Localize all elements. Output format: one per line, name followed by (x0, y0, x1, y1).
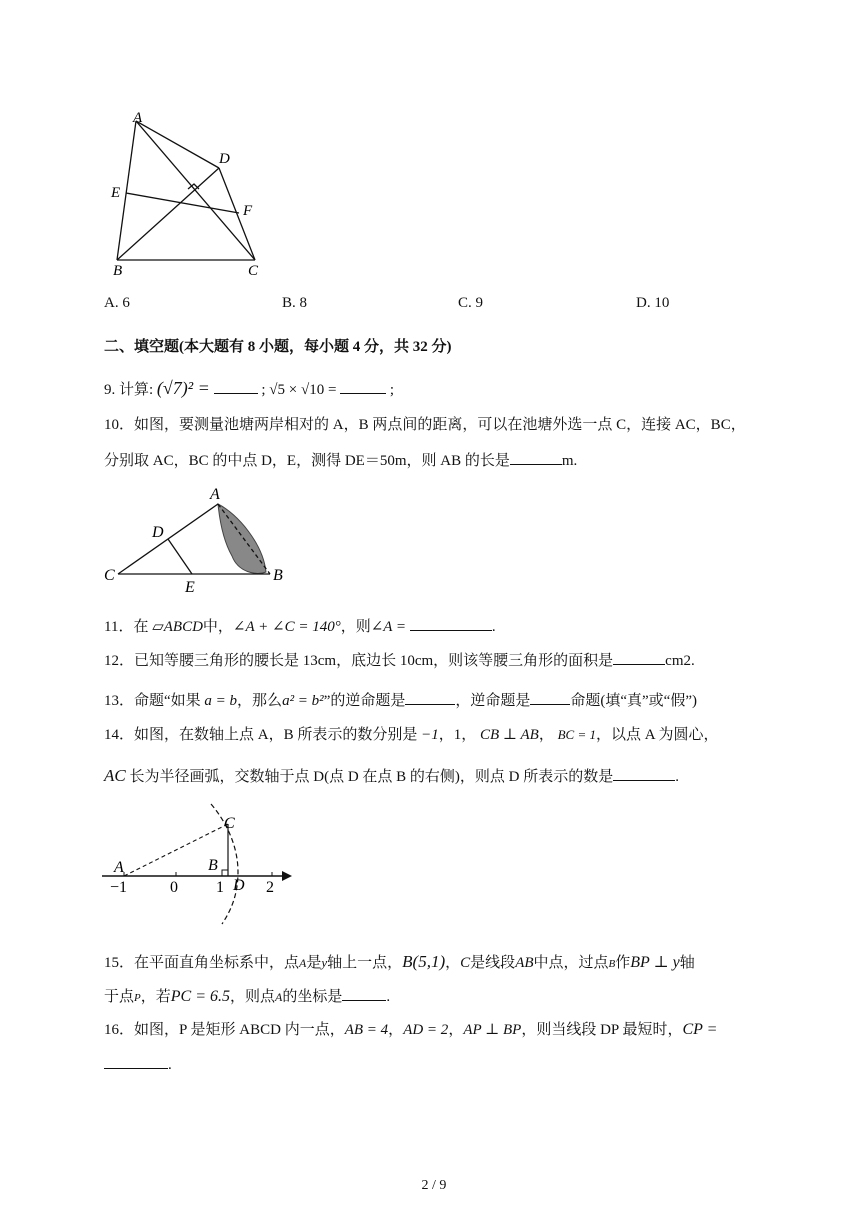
fig10-label-d: D (152, 524, 164, 541)
fig10-label-b: B (273, 567, 283, 584)
q16-perpendicular: AP ⊥ BP (463, 1022, 522, 1038)
q15-point-a: A (299, 956, 307, 970)
fig14-label-c: C (224, 815, 235, 832)
q9-expression-2: √5 × √10 = (269, 382, 337, 398)
q15-y-axis: y (321, 955, 328, 970)
q13-text-2: ，那么 (237, 693, 283, 709)
q16-blank (104, 1054, 168, 1069)
q13-text-3: ”的逆命题是 (323, 693, 406, 709)
q10-blank (510, 450, 562, 465)
q13-condition: a = b (204, 693, 238, 709)
q14-ac: AC (104, 766, 126, 785)
q14-number-line-figure (98, 800, 308, 930)
q15-point-a-small: A (275, 990, 283, 1004)
q11-angle-a: ∠A = (370, 619, 407, 635)
q16-ad-length: AD = 2 (403, 1022, 449, 1038)
q13-conclusion: a² = b² (282, 693, 324, 709)
fig14-label-b: B (208, 857, 218, 874)
q10-text: 分别取 AC，BC 的中点 D，E，测得 DE＝50m，则 AB 的长是 (104, 453, 510, 469)
question-9 (104, 378, 394, 400)
q14-text-1: 14．如图，在数轴上点 A，B 所表示的数分别是 (104, 727, 418, 743)
q15-perpendicular: BP ⊥ y (630, 954, 680, 971)
page-number: 2 / 9 (421, 1178, 447, 1193)
q10-line-2 (104, 450, 577, 470)
q10-pond-figure (98, 484, 298, 594)
q11-angle-sum: ∠A + ∠C = 140° (232, 619, 341, 635)
fig14-tick-minus-1: −1 (110, 879, 128, 896)
q9-separator: ; (261, 382, 266, 398)
q9-number: 9. 计算: (104, 382, 154, 398)
q9-end: ; (389, 382, 395, 398)
question-11 (104, 616, 496, 636)
fig8-label-f: F (243, 203, 253, 219)
q15-text-10: ，则点 (230, 989, 276, 1005)
q13-text-4: ，逆命题是 (455, 693, 531, 709)
q8-option-d: D. 10 (636, 295, 670, 311)
q9-blank-2 (340, 379, 386, 394)
q11-text-1: 11．在 (104, 619, 149, 635)
fig10-label-c: C (104, 567, 115, 584)
q14-line-2 (104, 766, 679, 786)
q8-quadrilateral-figure (100, 105, 280, 280)
q11-end: . (491, 619, 496, 635)
q15-point-b: B(5,1) (402, 952, 446, 971)
question-13 (104, 690, 697, 710)
q15-text-8: 于点 (104, 989, 135, 1005)
q13-text-1: 13．命题“如果 (104, 693, 201, 709)
q15-end: . (386, 989, 391, 1005)
q15-text-7: 轴 (679, 955, 695, 971)
q15-text-5: 中点，过点 (533, 955, 609, 971)
q14-text-3: ，以点 A 为圆心， (595, 727, 719, 743)
q15-text-2: 是 (306, 955, 322, 971)
q16-text-1: 16．如图，P 是矩形 ABCD 内一点， (104, 1022, 345, 1038)
q16-ab-length: AB = 4 (344, 1022, 389, 1038)
q15-point-p: P (134, 992, 141, 1004)
fig10-label-e: E (185, 579, 195, 594)
fig14-tick-0: 0 (170, 879, 178, 896)
q10-unit: m. (561, 453, 578, 469)
q15-point-b-small: B (608, 958, 616, 970)
q16-line-2 (104, 1054, 172, 1074)
q10-line-1: 10．如图，要测量池塘两岸相对的 A，B 两点间的距离，可以在池塘外选一点 C，连接 AC，BC， (104, 417, 746, 433)
fig8-label-b: B (113, 263, 123, 279)
q12-blank (613, 650, 665, 665)
q15-text-4: 是线段 (470, 955, 516, 971)
q14-blank (613, 766, 675, 781)
q15-blank (342, 986, 386, 1001)
q15-text-9: ，若 (140, 989, 171, 1005)
q15-point-c: C (460, 955, 471, 971)
q13-blank-2 (530, 690, 570, 705)
q15-pc-length: PC = 6.5 (170, 988, 231, 1005)
q8-option-b: B. 8 (282, 295, 308, 311)
q14-perpendicular: CB ⊥ AB (479, 727, 539, 743)
q14-comma: ， (538, 727, 554, 743)
fig14-label-d: D (233, 877, 245, 894)
q15-text-3: 轴上一点， (327, 955, 403, 971)
q8-option-a: A. 6 (104, 295, 130, 311)
fig14-tick-2: 2 (266, 879, 274, 896)
q15-comma: ， (445, 955, 461, 971)
question-12 (104, 650, 695, 670)
q8-option-c: C. 9 (458, 295, 484, 311)
q15-line-1 (104, 952, 695, 972)
q15-line-2 (104, 986, 390, 1006)
q11-text-3: ，则 (340, 619, 371, 635)
q15-segment-ab: AB (515, 955, 534, 971)
q14-text-2: ，1， (438, 727, 477, 743)
q16-text-2: ，则当线段 DP 最短时， (521, 1022, 683, 1038)
q16-end: . (168, 1057, 172, 1073)
q12-text: 12．已知等腰三角形的腰长是 13cm，底边长 10cm，则该等腰三角形的面积是 (104, 653, 614, 669)
q15-text-1: 15．在平面直角坐标系中，点 (104, 955, 300, 971)
q9-expression-1: (√7)² = (156, 378, 210, 398)
q14-end: . (675, 769, 679, 785)
q11-parallelogram: ▱ABCD (152, 619, 203, 635)
q16-comma-1: ， (388, 1022, 404, 1038)
section-title: 二、填空题(本大题有 8 小题，每小题 4 分，共 32 分) (104, 339, 452, 355)
fig8-label-d: D (219, 151, 230, 167)
q15-text-11: 的坐标是 (282, 989, 343, 1005)
fig14-tick-1: 1 (216, 879, 224, 896)
fig14-label-a: A (114, 859, 124, 876)
q16-comma-2: ， (448, 1022, 464, 1038)
fig8-label-a: A (133, 110, 143, 126)
q16-cp: CP = (682, 1021, 718, 1038)
q15-text-6: 作 (615, 955, 631, 971)
q12-unit: cm2. (665, 653, 695, 669)
q11-text-2: 中， (202, 619, 233, 635)
q13-text-5: 命题(填“真”或“假”) (570, 693, 697, 709)
q14-value-a: −1 (421, 727, 439, 743)
q14-line-1 (104, 726, 718, 744)
fig8-label-e: E (111, 185, 121, 201)
q13-blank-1 (405, 690, 455, 705)
q14-bc-length: BC = 1 (557, 727, 596, 742)
q11-blank (410, 616, 492, 631)
fig8-label-c: C (248, 263, 259, 279)
fig10-label-a: A (210, 486, 220, 503)
q16-line-1 (104, 1020, 717, 1039)
q14-text-4: 长为半径画弧，交数轴于点 D(点 D 在点 B 的右侧)，则点 D 所表示的数是 (129, 769, 614, 785)
q9-blank-1 (214, 379, 258, 394)
